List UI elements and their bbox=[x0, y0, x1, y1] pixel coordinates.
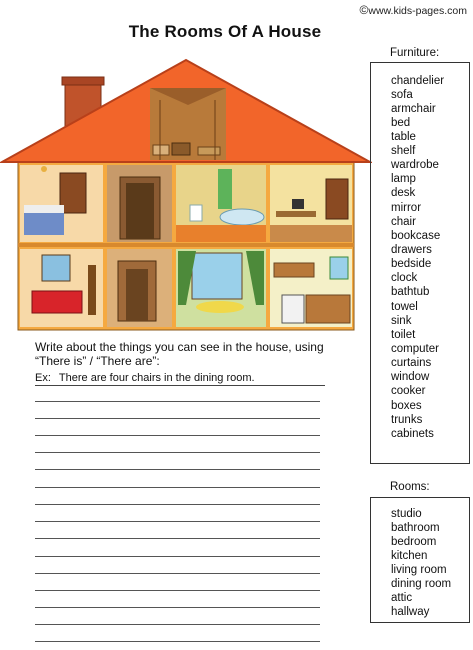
furniture-item: wardrobe bbox=[391, 159, 439, 171]
site-url: www.kids-pages.com bbox=[368, 5, 467, 17]
example-label: Ex: bbox=[35, 372, 51, 384]
writing-line[interactable] bbox=[35, 401, 320, 402]
writing-line[interactable] bbox=[35, 590, 320, 591]
writing-line[interactable] bbox=[35, 641, 320, 642]
furniture-item: chair bbox=[391, 216, 416, 228]
living-room bbox=[20, 249, 103, 327]
room-item: attic bbox=[391, 592, 413, 604]
writing-line[interactable] bbox=[35, 573, 320, 574]
house-drawing bbox=[0, 55, 372, 335]
furniture-item: computer bbox=[391, 343, 439, 355]
furniture-item: desk bbox=[391, 187, 416, 199]
writing-line[interactable] bbox=[35, 624, 320, 625]
hallway-upper-room bbox=[107, 165, 172, 242]
furniture-item: boxes bbox=[391, 400, 422, 412]
furniture-item: shelf bbox=[391, 145, 416, 157]
room-item: studio bbox=[391, 508, 422, 520]
kitchen-room bbox=[270, 249, 352, 327]
writing-line[interactable] bbox=[35, 521, 320, 522]
furniture-item: bookcase bbox=[391, 230, 441, 242]
room-item: dining room bbox=[391, 578, 452, 590]
furniture-item: clock bbox=[391, 272, 418, 284]
furniture-item: chandelier bbox=[391, 75, 445, 87]
furniture-item: cooker bbox=[391, 385, 426, 397]
example-text: There are four chairs in the dining room. bbox=[58, 372, 255, 384]
furniture-item: toilet bbox=[391, 329, 416, 341]
rooms-heading: Rooms: bbox=[390, 481, 430, 493]
room-item: bedroom bbox=[391, 536, 437, 548]
bathroom-room bbox=[176, 165, 266, 242]
furniture-item: bedside bbox=[391, 258, 432, 270]
house-illustration bbox=[0, 55, 372, 335]
bedroom-room bbox=[20, 165, 103, 242]
furniture-item: bathtub bbox=[391, 286, 430, 298]
furniture-item: curtains bbox=[391, 357, 432, 369]
furniture-item: towel bbox=[391, 301, 418, 313]
writing-line[interactable] bbox=[35, 556, 320, 557]
exercise-instruction: Write about the things you can see in the house, using “There is” / “There are”: bbox=[35, 340, 324, 368]
furniture-item: drawers bbox=[391, 244, 432, 256]
writing-line[interactable] bbox=[35, 469, 320, 470]
example-sentence bbox=[35, 372, 325, 386]
copyright-icon: © bbox=[359, 3, 369, 17]
rooms-box bbox=[370, 497, 470, 623]
writing-line[interactable] bbox=[35, 435, 320, 436]
room-item: hallway bbox=[391, 606, 430, 618]
attic-room bbox=[150, 88, 226, 160]
writing-line[interactable] bbox=[35, 607, 320, 608]
furniture-item: mirror bbox=[391, 202, 422, 214]
room-item: kitchen bbox=[391, 550, 428, 562]
studio-room bbox=[270, 165, 352, 242]
furniture-item: sofa bbox=[391, 89, 413, 101]
writing-line[interactable] bbox=[35, 418, 320, 419]
furniture-heading: Furniture: bbox=[390, 47, 440, 59]
writing-line[interactable] bbox=[35, 487, 320, 488]
furniture-item: lamp bbox=[391, 173, 416, 185]
furniture-item: bed bbox=[391, 117, 411, 129]
furniture-item: cabinets bbox=[391, 428, 434, 440]
page-title: The Rooms Of A House bbox=[128, 22, 322, 41]
furniture-item: sink bbox=[391, 315, 412, 327]
writing-line[interactable] bbox=[35, 538, 320, 539]
site-credit bbox=[360, 3, 467, 17]
furniture-item: armchair bbox=[391, 103, 436, 115]
writing-line[interactable] bbox=[35, 504, 320, 505]
furniture-item: window bbox=[391, 371, 430, 383]
furniture-item: trunks bbox=[391, 414, 423, 426]
room-item: bathroom bbox=[391, 522, 440, 534]
furniture-item: table bbox=[391, 131, 416, 143]
hallway-lower-room bbox=[107, 249, 172, 327]
dining-room bbox=[176, 249, 266, 327]
furniture-box bbox=[370, 62, 470, 464]
writing-line[interactable] bbox=[35, 452, 320, 453]
room-item: living room bbox=[391, 564, 447, 576]
